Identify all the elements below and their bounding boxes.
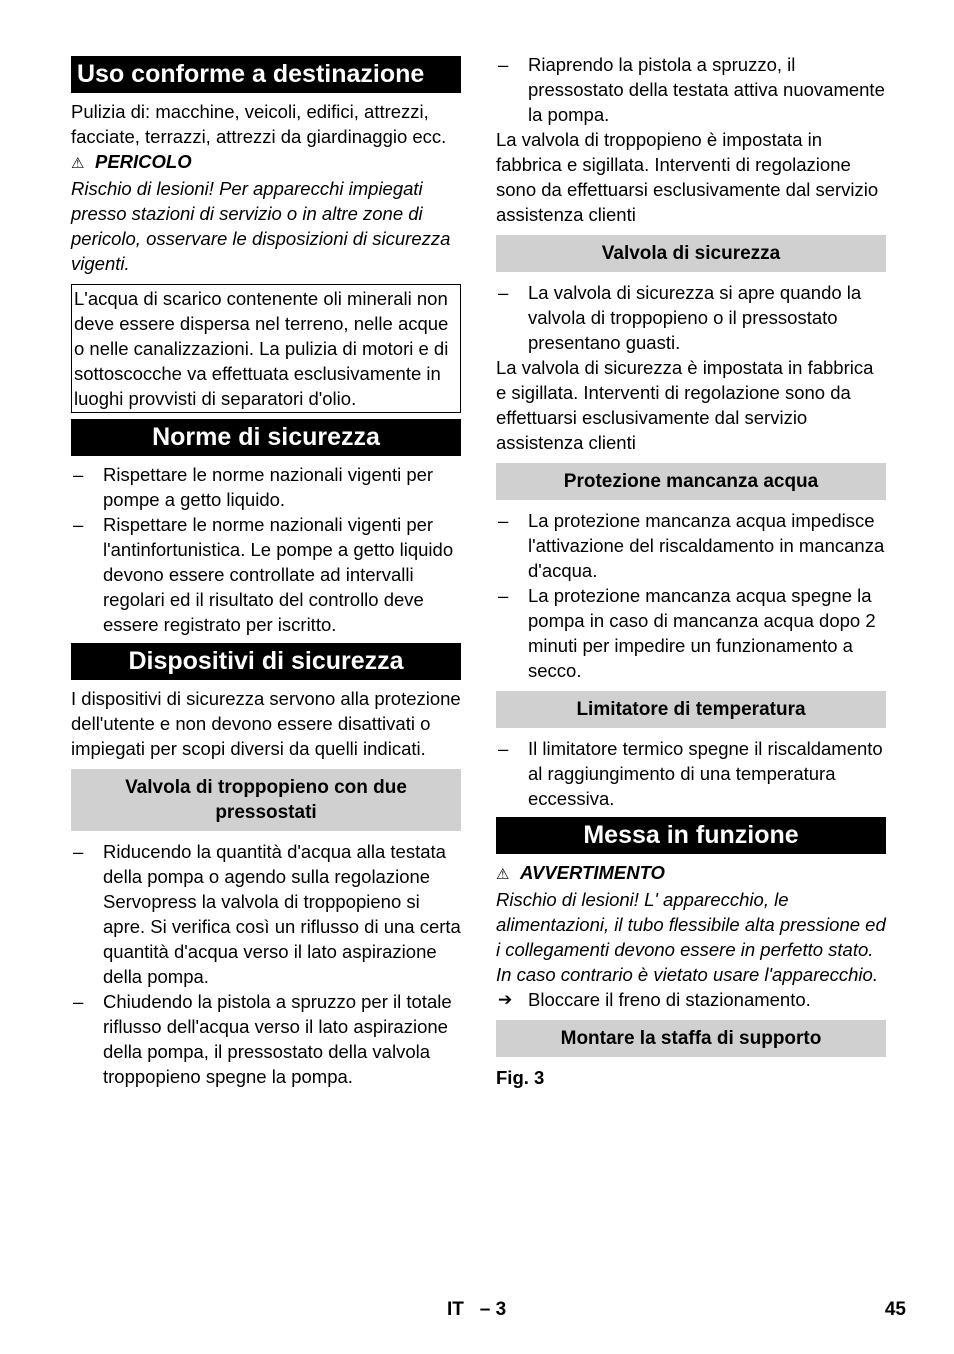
- pericolo-heading: [71, 149, 461, 176]
- list-item-text: Riducendo la quantità d'acqua alla testata della pompa o agendo sulla regolazione Servopress la valvola di troppopieno si apre. Si verifica così un riflusso di una certa quantità d'acqua verso il lato aspirazione della pompa.: [103, 841, 461, 987]
- instruction-text: Bloccare il freno di stazionamento.: [528, 989, 811, 1010]
- troppopieno-note: La valvola di troppopieno è impostata in fabbrica e sigillata. Interventi di regolazione sono da effettuarsi esclusivamente dal servizio assistenza clienti: [496, 129, 879, 225]
- list-item: – Rispettare le norme nazionali vigenti per pompe a getto liquido.: [73, 464, 434, 510]
- list-item-text: Chiudendo la pistola a spruzzo per il totale riflusso dell'acqua verso il lato aspirazione della pompa, il pressostato della valvola troppopieno spegne la pompa.: [103, 991, 452, 1087]
- heading-valvola-troppopieno: Valvola di troppopieno con due pressostati: [71, 769, 461, 831]
- list-item-text: Rispettare le norme nazionali vigenti per l'antinfortunistica. Le pompe a getto liquido devono essere controllate ad intervalli regolari ed il risultato del controllo deve essere registrato per iscritto.: [103, 514, 454, 635]
- valvola-sicurezza-note: La valvola di sicurezza è impostata in fabbrica e sigillata. Interventi di regolazione sono da effettuarsi esclusivamente dal servizio assistenza clienti: [496, 357, 874, 453]
- pericolo-text: Rischio di lesioni! Per apparecchi impiegati presso stazioni di servizio o in altre zone di pericolo, osservare le disposizioni di sicurezza vigenti.: [71, 178, 451, 274]
- list-item-text: La protezione mancanza acqua impedisce l'attivazione del riscaldamento in mancanza d'acqua.: [528, 510, 885, 581]
- instruction-item: [496, 987, 886, 1012]
- list-item: – La protezione mancanza acqua spegne la pompa in caso di mancanza acqua dopo 2 minuti per impedire un funzionamento a secco.: [498, 585, 876, 681]
- left-column: [71, 50, 461, 1089]
- avvertimento-label: AVVERTIMENTO: [520, 862, 665, 883]
- dispositivi-text: I dispositivi di sicurezza servono alla protezione dell'utente e non devono essere disattivati o impiegati per scopi diversi da quelli indicati.: [71, 688, 461, 759]
- avvertimento-text: Rischio di lesioni! L' apparecchio, le alimentazioni, il tubo flessibile alta pressione ed i collegamenti devono essere in perfetto stato. In caso contrario è vietato usare l'apparecchio.: [496, 889, 886, 985]
- uso-text: Pulizia di: macchine, veicoli, edifici, attrezzi, facciate, terrazzi, attrezzi da giardinaggio ecc.: [71, 101, 447, 147]
- heading-valvola-sicurezza: Valvola di sicurezza: [496, 235, 886, 272]
- heading-dispositivi-sicurezza: Dispositivi di sicurezza: [71, 643, 461, 680]
- heading-uso-conforme: Uso conforme a destinazione: [71, 56, 461, 93]
- heading-messa-in-funzione: Messa in funzione: [496, 817, 886, 854]
- right-column: [496, 50, 886, 1090]
- list-item: – La protezione mancanza acqua impedisce l'attivazione del riscaldamento in mancanza d'acqua.: [498, 510, 885, 581]
- list-item: – Rispettare le norme nazionali vigenti per l'antinfortunistica. Le pompe a getto liquido devono essere controllate ad intervalli regolari ed il risultato del controllo deve essere registrato per iscritto.: [73, 514, 454, 635]
- list-item-text: La protezione mancanza acqua spegne la pompa in caso di mancanza acqua dopo 2 minuti per impedire un funzionamento a secco.: [528, 585, 876, 681]
- warning-triangle-icon: ⚠: [496, 866, 510, 883]
- heading-montare-staffa: Montare la staffa di supporto: [496, 1020, 886, 1057]
- warning-triangle-icon: ⚠: [71, 155, 85, 172]
- heading-limitatore-temperatura: Limitatore di temperatura: [496, 691, 886, 728]
- list-item-text: Rispettare le norme nazionali vigenti per pompe a getto liquido.: [103, 464, 434, 510]
- list-item: – Il limitatore termico spegne il riscaldamento al raggiungimento di una temperatura eccessiva.: [498, 738, 883, 809]
- list-item: – Chiudendo la pistola a spruzzo per il totale riflusso dell'acqua verso il lato aspirazione della pompa, il pressostato della valvola troppopieno spegne la pompa.: [73, 991, 452, 1087]
- arrow-right-icon: ➔: [498, 990, 513, 1009]
- heading-norme-sicurezza: Norme di sicurezza: [71, 419, 461, 456]
- footer-language-page: IT – 3: [447, 1299, 507, 1320]
- page-number: 45: [884, 1299, 906, 1320]
- list-item-text: La valvola di sicurezza si apre quando la valvola di troppopieno o il pressostato presentano guasti.: [528, 282, 862, 353]
- oil-notice-box: L'acqua di scarico contenente oli minerali non deve essere dispersa nel terreno, nelle acque o nelle canalizzazioni. La pulizia di motori e di sottoscocche va effettuata esclusivamente in luoghi provvisti di separatori d'olio.: [71, 284, 461, 413]
- list-item: – Riducendo la quantità d'acqua alla testata della pompa o agendo sulla regolazione Servopress la valvola di troppopieno si apre. Si verifica così un riflusso di una certa quantità d'acqua verso il lato aspirazione della pompa.: [73, 841, 461, 987]
- list-item-text: Riaprendo la pistola a spruzzo, il pressostato della testata attiva nuovamente la pompa.: [528, 54, 885, 125]
- pericolo-label: PERICOLO: [95, 151, 192, 172]
- list-item: – Riaprendo la pistola a spruzzo, il pressostato della testata attiva nuovamente la pompa.: [498, 54, 885, 125]
- list-item: – La valvola di sicurezza si apre quando la valvola di troppopieno o il pressostato presentano guasti.: [498, 282, 862, 353]
- list-item-text: Il limitatore termico spegne il riscaldamento al raggiungimento di una temperatura eccessiva.: [528, 738, 883, 809]
- figure-reference: Fig. 3: [496, 1067, 545, 1088]
- heading-protezione-mancanza-acqua: Protezione mancanza acqua: [496, 463, 886, 500]
- avvertimento-heading: [496, 860, 886, 887]
